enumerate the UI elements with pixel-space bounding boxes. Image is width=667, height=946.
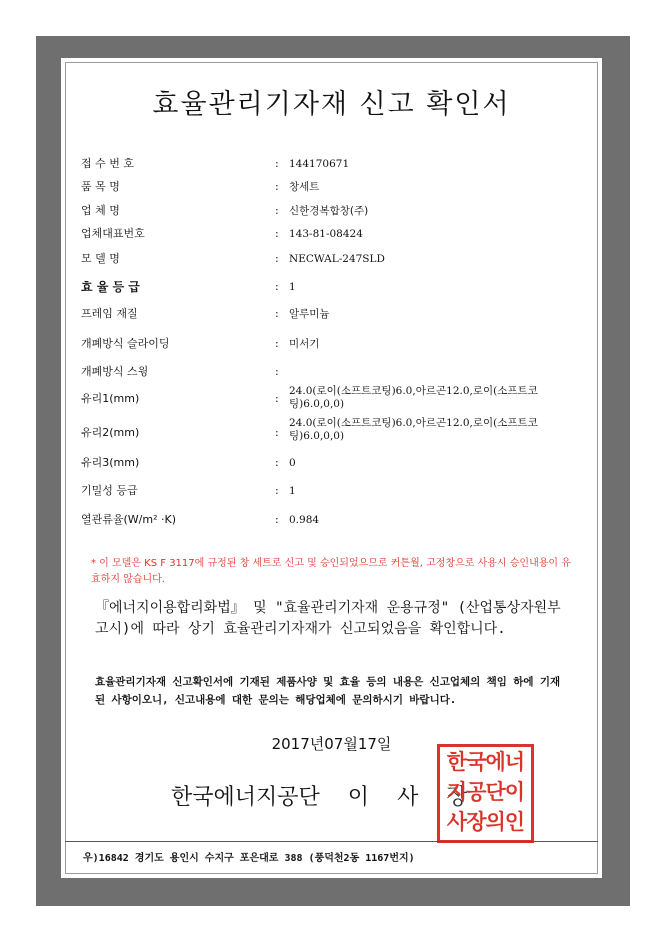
field-value: 알루미늄 [289,308,330,320]
field-value: 143-81-08424 [289,228,363,240]
field-label: 유리3(mm) [81,456,140,469]
page-title: 효율관리기자재 신고 확인서 [152,89,511,120]
field-label: 업체대표번호 [81,227,145,240]
field-receipt-number: 접 수 번 호 : 144170671 [81,156,582,172]
field-label: 접 수 번 호 [81,157,134,170]
field-glass-1: 유리1(mm) : 24.0(로이(소프트코팅)6.0,아르곤12.0,로이(소프트코팅)6.0,0,0) [81,391,582,407]
field-opening-swing: 개폐방식 스윙 : [81,365,279,378]
field-company: 업 체 명 : 신한경복합창(주) [81,203,582,219]
field-label: 개폐방식 슬라이딩 [81,337,170,350]
field-model-name: 모 델 명 : NECWAL-247SLD [81,251,582,267]
field-glass-2: 유리2(mm) : 24.0(로이(소프트코팅)6.0,아르곤12.0,로이(소프트코팅)6.0,0,0) [81,425,582,441]
field-efficiency-grade: 효 율 등 급 : 1 [81,279,582,295]
field-value: 0 [289,457,296,469]
certificate-page [61,58,602,878]
footer-address: 우)16842 경기도 용인시 수지구 포은대로 388 (풍덕천2동 1167번지) [83,853,415,864]
field-label: 유리2(mm) [81,426,140,439]
field-value: 1 [289,281,296,293]
field-value: 창세트 [289,181,320,193]
official-seal: 한국에너 지공단이 사장의인 [437,744,534,843]
responsibility-note: 효율관리기자재 신고확인서에 기재된 제품사양 및 효율 등의 내용은 신고업체의 책임 하에 기재된 사항이오니, 신고내용에 대한 문의는 해당업체에 문의하시기 바랍니다. [95,676,561,706]
field-value: 24.0(로이(소프트코팅)6.0,아르곤12.0,로이(소프트코팅)6.0,0,0) [289,385,538,410]
field-airtightness-grade: 기밀성 등급 : 1 [81,483,582,499]
field-value: 0.984 [289,514,320,526]
field-label: 효 율 등 급 [81,280,140,294]
field-glass-3: 유리3(mm) : 0 [81,455,582,471]
field-label: 열관류율(W/m² ·K) [81,513,177,526]
field-label: 기밀성 등급 [81,484,138,497]
field-frame-material: 프레임 재질 : 알루미늄 [81,306,582,322]
field-label: 업 체 명 [81,204,120,217]
field-label: 품 목 명 [81,180,120,193]
field-value: 144170671 [289,158,350,170]
field-value: 신한경복합창(주) [289,205,369,217]
issue-date: 2017년07월17일 [271,735,392,753]
issuer-name: 한국에너지공단 이 사 장 [171,785,468,810]
confirmation-statement: 『에너지이용합리화법』 및 "효율관리기자재 운용규정" (산업통상자원부 고시)에 따라 상기 효율관리기자재가 신고되었음을 확인합니다. [95,600,561,637]
field-value: 미서기 [289,338,320,350]
field-heat-transmission: 열관류율(W/m² ·K) : 0.984 [81,512,582,528]
footer-divider [65,841,598,842]
field-label: 개폐방식 스윙 [81,365,149,378]
field-value: NECWAL-247SLD [289,253,385,265]
field-label: 프레임 재질 [81,307,138,320]
field-company-number: 업체대표번호 : 143-81-08424 [81,226,582,242]
field-opening-sliding: 개폐방식 슬라이딩 : 미서기 [81,336,582,352]
field-label: 모 델 명 [81,252,120,265]
usage-notice: * 이 모델은 KS F 3117에 규정된 창 세트로 신고 및 승인되었으므로 커튼월, 고정창으로 사용시 승인내용이 유효하지 않습니다. [91,558,571,585]
field-item-name: 품 목 명 : 창세트 [81,179,582,195]
field-value: 1 [289,485,296,497]
field-value: 24.0(로이(소프트코팅)6.0,아르곤12.0,로이(소프트코팅)6.0,0,0) [289,417,538,442]
field-label: 유리1(mm) [81,392,140,405]
